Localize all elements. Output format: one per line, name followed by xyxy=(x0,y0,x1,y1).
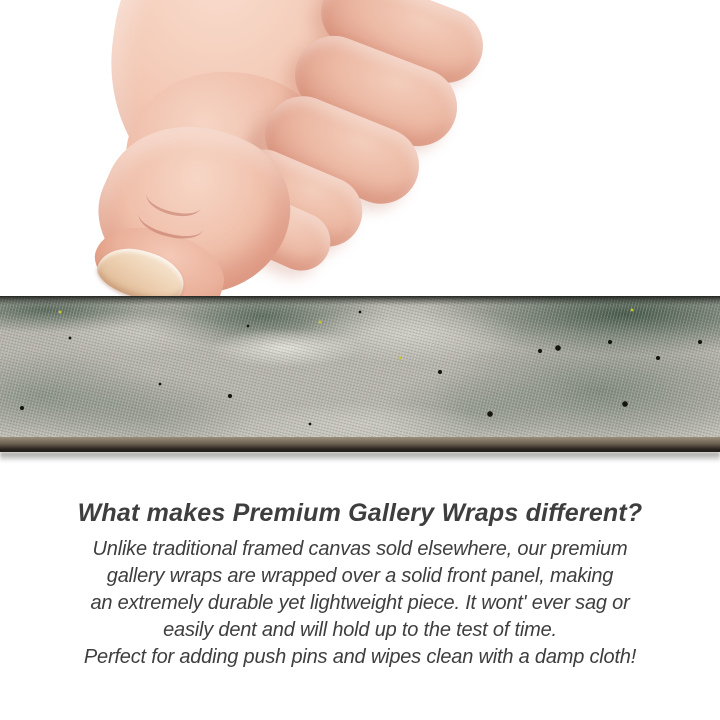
canvas-drop-shadow xyxy=(0,452,720,462)
copy-line: an extremely durable yet lightweight piece. It wont' ever sag or xyxy=(90,592,630,614)
copy-heading: What makes Premium Gallery Wraps different? xyxy=(77,499,643,527)
canvas-top-edge xyxy=(0,296,720,305)
canvas-edge-strip xyxy=(0,296,720,452)
hand-pressing-photo xyxy=(0,0,720,320)
canvas-painted-texture xyxy=(0,296,720,437)
copy-line: Perfect for adding push pins and wipes clean with a damp cloth! xyxy=(83,646,637,668)
marketing-copy xyxy=(0,498,720,671)
canvas-bottom-rim xyxy=(0,437,720,452)
copy-line: easily dent and will hold up to the test of time. xyxy=(163,619,557,641)
copy-line: gallery wraps are wrapped over a solid front panel, making xyxy=(106,565,614,587)
copy-line: Unlike traditional framed canvas sold elsewhere, our premium xyxy=(92,538,628,560)
